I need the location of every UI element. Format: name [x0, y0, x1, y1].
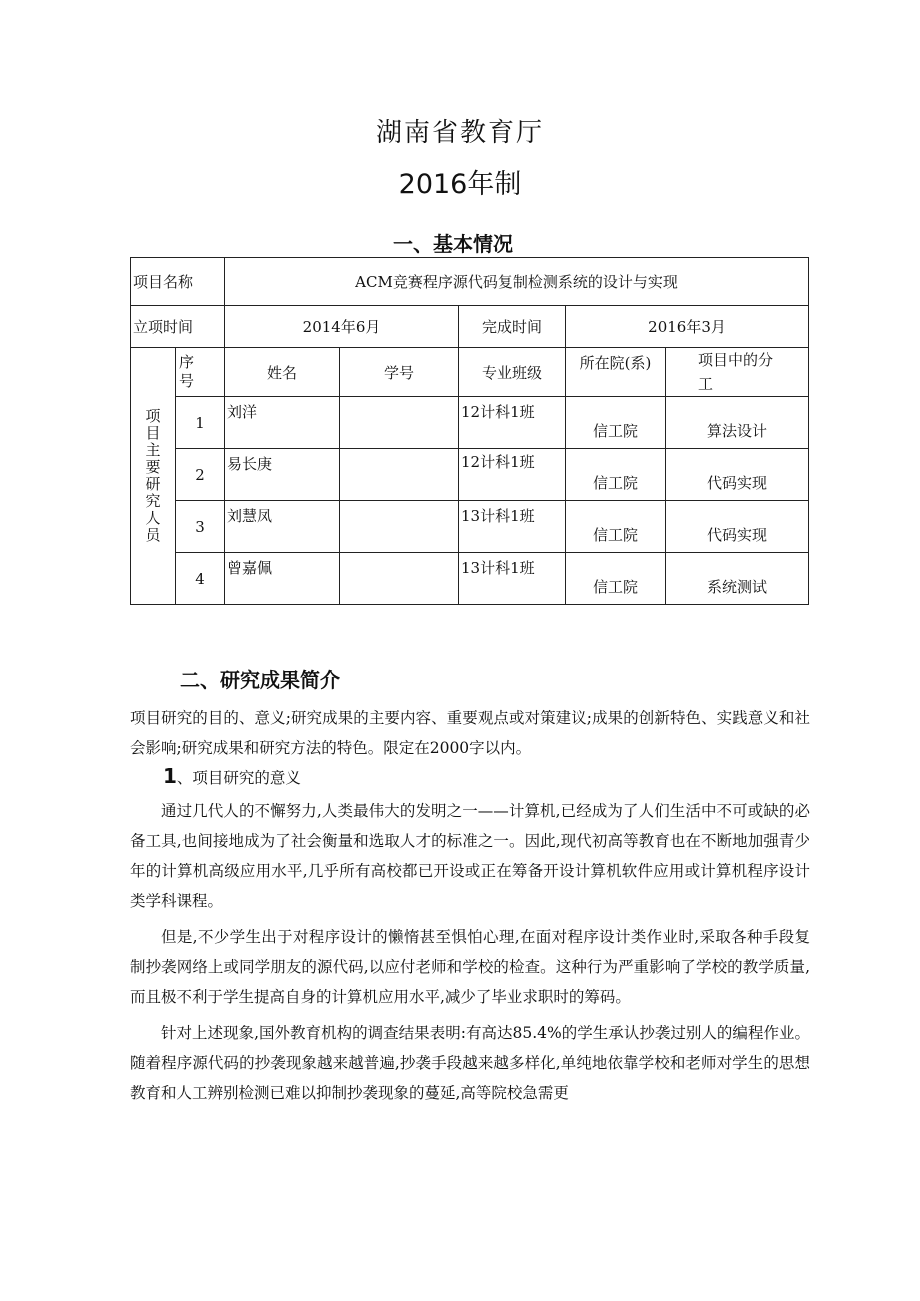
subsection-number: 1 [163, 764, 177, 788]
member-division: 系统测试 [666, 553, 809, 605]
member-seq: 3 [176, 501, 225, 553]
member-row [131, 553, 809, 605]
body-paragraph: 但是,不少学生出于对程序设计的懒惰甚至惧怕心理,在面对程序设计类作业时,采取各种手段复制抄袭网络上或同学朋友的源代码,以应付老师和学校的检查。这种行为严重影响了学校的教学质量,而且极不利于学生提高自身的计算机应用水平,减少了毕业求职时的筹码。 [130, 928, 810, 1006]
form-year: 2016年制 [398, 169, 522, 200]
member-department: 信工院 [566, 449, 666, 501]
members-label-cell [131, 348, 176, 605]
end-time-label: 完成时间 [459, 306, 566, 348]
member-row [131, 501, 809, 553]
member-major-class: 12计科1班 [459, 449, 566, 501]
section2-intro [130, 703, 810, 763]
body-paragraph: 通过几代人的不懈努力,人类最伟大的发明之一——计算机,已经成为了人们生活中不可或缺的必备工具,也间接地成为了社会衡量和选取人才的标准之一。因此,现代初高等教育也在不断地加强青少年的计算机高级应用水平,几乎所有高校都已开设或正在筹备开设计算机软件应用或计算机程序设计类学科课程。 [130, 802, 810, 910]
col-header-student-id: 学号 [340, 348, 459, 397]
col-header-seq: 序号 [176, 348, 225, 397]
member-division: 代码实现 [666, 501, 809, 553]
basic-info-table [130, 257, 809, 605]
member-seq: 4 [176, 553, 225, 605]
body-paragraph: 针对上述现象,国外教育机构的调查结果表明:有高达85.4%的学生承认抄袭过别人的编程作业。随着程序源代码的抄袭现象越来越普遍,抄袭手段越来越多样化,单纯地依靠学校和老师对学生的思想教育和人工辨别检测已难以抑制抄袭现象的蔓延,高等院校急需更 [130, 1024, 810, 1102]
member-student-id [340, 501, 459, 553]
member-major-class: 13计科1班 [459, 553, 566, 605]
col-header-division: 项目中的分工 [666, 348, 809, 397]
member-row [131, 397, 809, 449]
member-division: 代码实现 [666, 449, 809, 501]
member-student-id [340, 449, 459, 501]
member-department: 信工院 [566, 501, 666, 553]
member-seq: 1 [176, 397, 225, 449]
member-row [131, 449, 809, 501]
member-student-id [340, 397, 459, 449]
member-seq: 2 [176, 449, 225, 501]
col-header-name: 姓名 [225, 348, 340, 397]
member-student-id [340, 553, 459, 605]
subsection-heading [163, 764, 301, 788]
member-major-class: 12计科1班 [459, 397, 566, 449]
intro-text: 项目研究的目的、意义;研究成果的主要内容、重要观点或对策建议;成果的创新特色、实践意义和社会影响;研究成果和研究方法的特色。限定在2000字以内。 [130, 709, 810, 757]
member-name: 曾嘉佩 [225, 553, 340, 605]
start-time-label: 立项时间 [131, 306, 225, 348]
member-name: 易长庚 [225, 449, 340, 501]
project-name-value: ACM竞赛程序源代码复制检测系统的设计与实现 [225, 258, 809, 306]
subsection-title: 、项目研究的意义 [176, 769, 301, 787]
member-name: 刘洋 [225, 397, 340, 449]
start-time-value: 2014年6月 [225, 306, 459, 348]
member-name: 刘慧凤 [225, 501, 340, 553]
col-header-department: 所在院(系) [566, 348, 666, 397]
member-department: 信工院 [566, 553, 666, 605]
member-department: 信工院 [566, 397, 666, 449]
issuing-authority: 湖南省教育厅 [375, 118, 544, 148]
section2-body [130, 796, 810, 1108]
member-division: 算法设计 [666, 397, 809, 449]
col-header-major-class: 专业班级 [459, 348, 566, 397]
end-time-value: 2016年3月 [566, 306, 809, 348]
section1-title: 一、基本情况 [393, 232, 513, 256]
project-name-label: 项目名称 [131, 258, 225, 306]
members-label: 项目主要研究人员 [143, 408, 162, 544]
section2-title: 二、研究成果简介 [180, 668, 340, 692]
member-major-class: 13计科1班 [459, 501, 566, 553]
